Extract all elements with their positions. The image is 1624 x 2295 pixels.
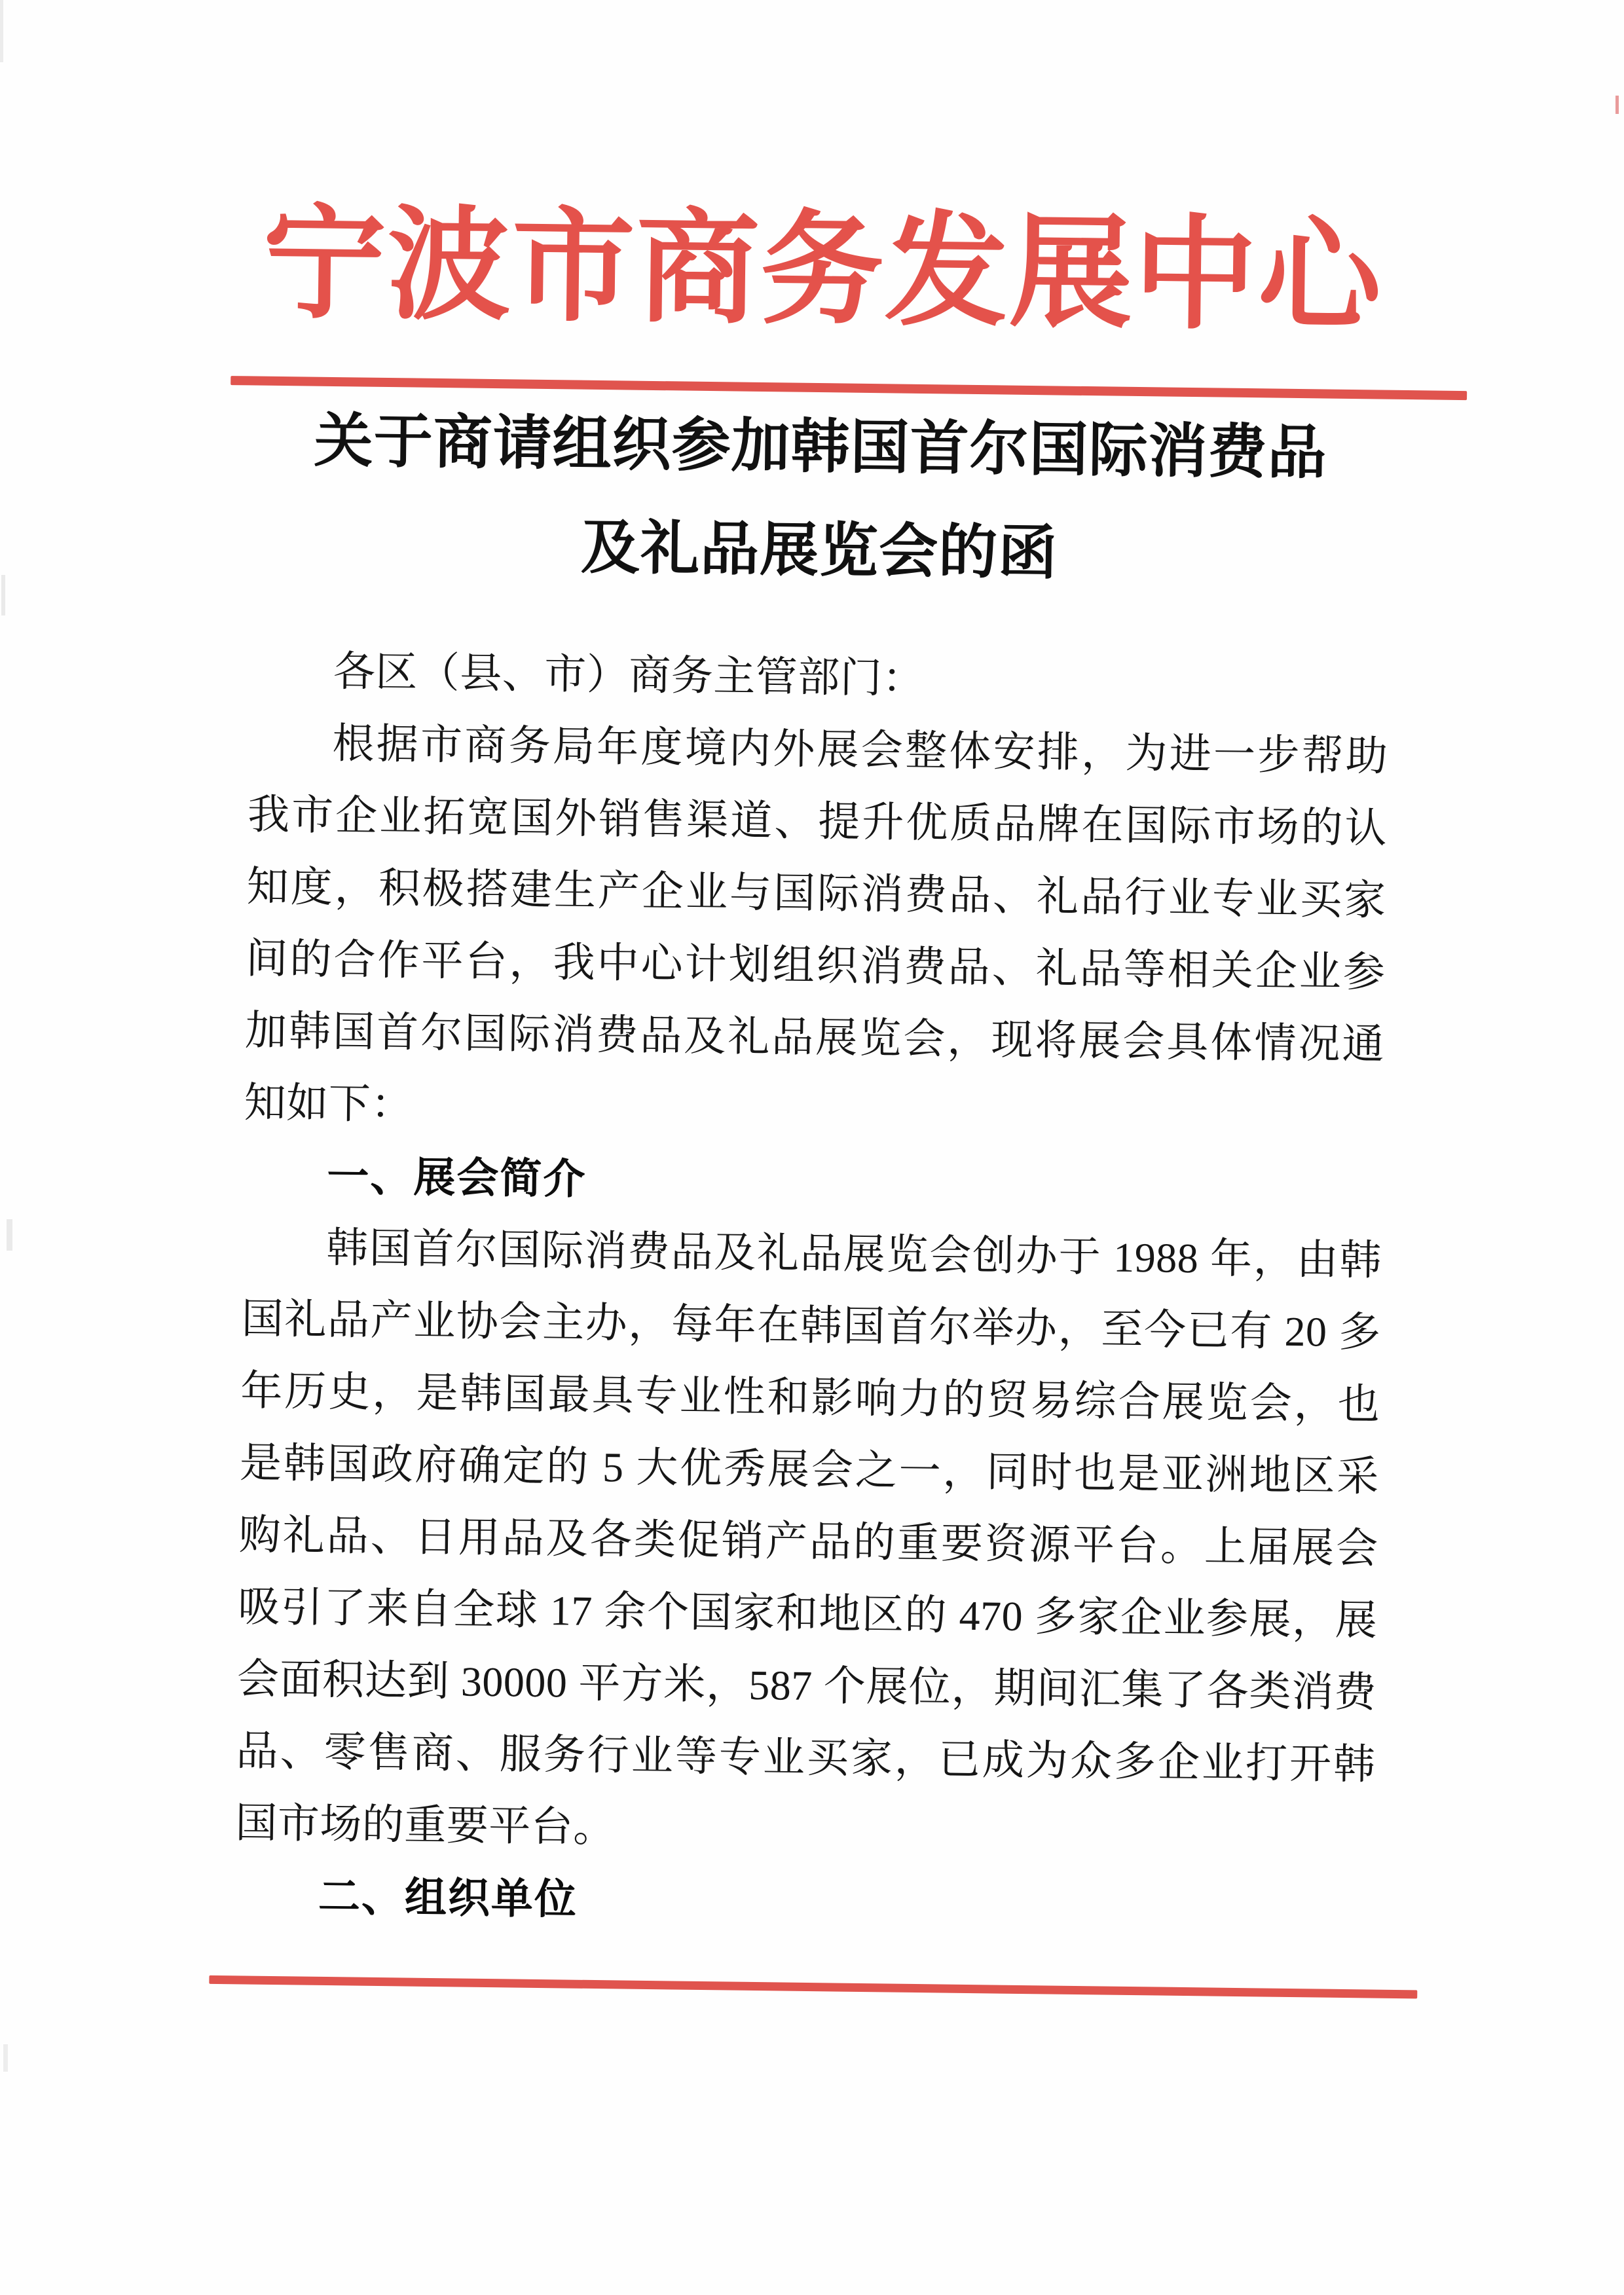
- intro-paragraph: 根据市商务局年度境内外展会整体安排，为进一步帮助我市企业拓宽国外销售渠道、提升优质品牌在国际市场的认知度，积极搭建生产企业与国际消费品、礼品行业专业买家间的合作平台，我中心计划组织消费品、礼品等相关企业参加韩国首尔国际消费品及礼品展览会，现将展会具体情况通知如下：: [244, 720, 1388, 1128]
- scan-artifact: [0, 0, 3, 62]
- salutation: 各区（县、市）商务主管部门：: [333, 648, 925, 703]
- footer-rule: [209, 1975, 1417, 1999]
- section-2-heading: 二、组织单位: [318, 1872, 578, 1923]
- letter-body: [234, 634, 1389, 1945]
- section-1-paragraph: 韩国首尔国际消费品及礼品展览会创办于 1988 年，由韩国礼品产业协会主办，每年在韩国首尔举办，至今已有 20 多年历史，是韩国最具专业性和影响力的贸易综合展览会，也是韩国政府确定的 5 大优秀展会之一，同时也是亚洲地区采购礼品、日用品及各类促销产品的重要资源平台。上届展会吸引了来自全球 17 余个国家和地区的 470 多家企业参展，展会面积达到 30000 平方米，587 个展位，期间汇集了各类消费品、零售商、服务行业等专业买家，已成为众多企业打开韩国市场的重要平台。: [234, 1224, 1382, 1851]
- document-title: [7, 386, 1624, 613]
- letterhead-org-name: 宁波市商务发展中心: [262, 195, 1384, 346]
- section-1-heading: 一、展会简介: [326, 1152, 587, 1203]
- scan-artifact: [1, 575, 5, 615]
- document-title-line-1: 关于商请组织参加韩国首尔国际消费品: [314, 409, 1328, 487]
- document-title-line-2: 及礼品展览会的函: [580, 515, 1058, 587]
